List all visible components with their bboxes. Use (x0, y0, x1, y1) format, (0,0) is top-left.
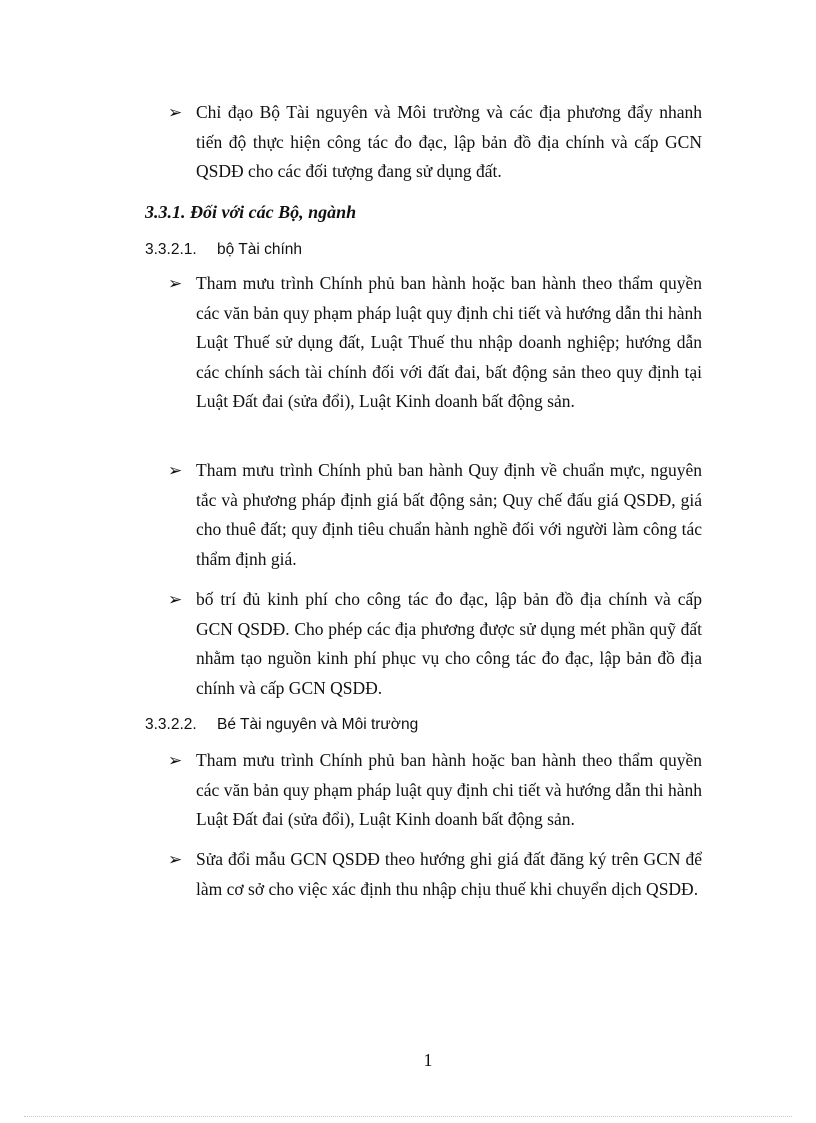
arrow-bullet-icon: ➢ (168, 274, 183, 293)
bullet-item (168, 585, 702, 703)
subsection-number: 3.3.2.2. (145, 716, 197, 733)
subsection-heading (145, 238, 302, 262)
bullet-text: bố trí đủ kinh phí cho công tác đo đạc, lập bản đồ địa chính và cấp GCN QSDĐ. Cho phép các địa phương được sử dụng mét phần quỹ đất nhằm tạo nguồn kinh phí phục vụ cho công tác đo đạc, lập bản đồ địa chính và cấp GCN QSDĐ. (196, 589, 702, 698)
section-heading: 3.3.1. Đối với các Bộ, ngành (145, 202, 357, 222)
bullet-text: Sửa đổi mẫu GCN QSDĐ theo hướng ghi giá đất đăng ký trên GCN để làm cơ sở cho việc xác định thu nhập chịu thuế khi chuyển dịch QSDĐ. (196, 849, 702, 899)
arrow-bullet-icon: ➢ (168, 850, 183, 869)
subsection-title: bộ Tài chính (217, 241, 303, 258)
arrow-bullet-icon: ➢ (168, 751, 183, 770)
bullet-text: Tham mưu trình Chính phủ ban hành hoặc ban hành theo thẩm quyền các văn bản quy phạm pháp luật quy định chi tiết và hướng dẫn thi hành Luật Thuế sử dụng đất, Luật Thuế thu nhập doanh nghiệp; hướng dẫn các chính sách tài chính đối với đất đai, bất động sản theo quy định tại Luật Đất đai (sửa đổi), Luật Kinh doanh bất động sản. (196, 273, 702, 412)
subsection-heading (145, 713, 418, 737)
arrow-bullet-icon: ➢ (168, 103, 183, 122)
subsection-number: 3.3.2.1. (145, 241, 197, 258)
bullet-item (168, 456, 702, 574)
bullet-item (168, 845, 702, 904)
bullet-text: Chỉ đạo Bộ Tài nguyên và Môi trường và các địa phương đẩy nhanh tiến độ thực hiện công tác đo đạc, lập bản đồ địa chính và cấp GCN QSDĐ cho các đối tượng đang sử dụng đất. (196, 102, 702, 182)
arrow-bullet-icon: ➢ (168, 461, 183, 480)
bullet-text: Tham mưu trình Chính phủ ban hành Quy định về chuẩn mực, nguyên tắc và phương pháp định giá bất động sản; Quy chế đấu giá QSDĐ, giá cho thuê đất; quy định tiêu chuẩn hành nghề đối với người làm công tác thẩm định giá. (196, 460, 702, 569)
bullet-item (168, 98, 702, 187)
subsection-title: Bé Tài nguyên và Môi trường (217, 716, 419, 733)
page-number: 1 (423, 1050, 433, 1070)
bullet-text: Tham mưu trình Chính phủ ban hành hoặc ban hành theo thẩm quyền các văn bản quy phạm pháp luật quy định chi tiết và hướng dẫn thi hành Luật Đất đai (sửa đổi), Luật Kinh doanh bất động sản. (196, 750, 702, 830)
bullet-item (168, 269, 702, 417)
page-bottom-divider (24, 1116, 792, 1117)
bullet-item (168, 746, 702, 835)
arrow-bullet-icon: ➢ (168, 590, 183, 609)
